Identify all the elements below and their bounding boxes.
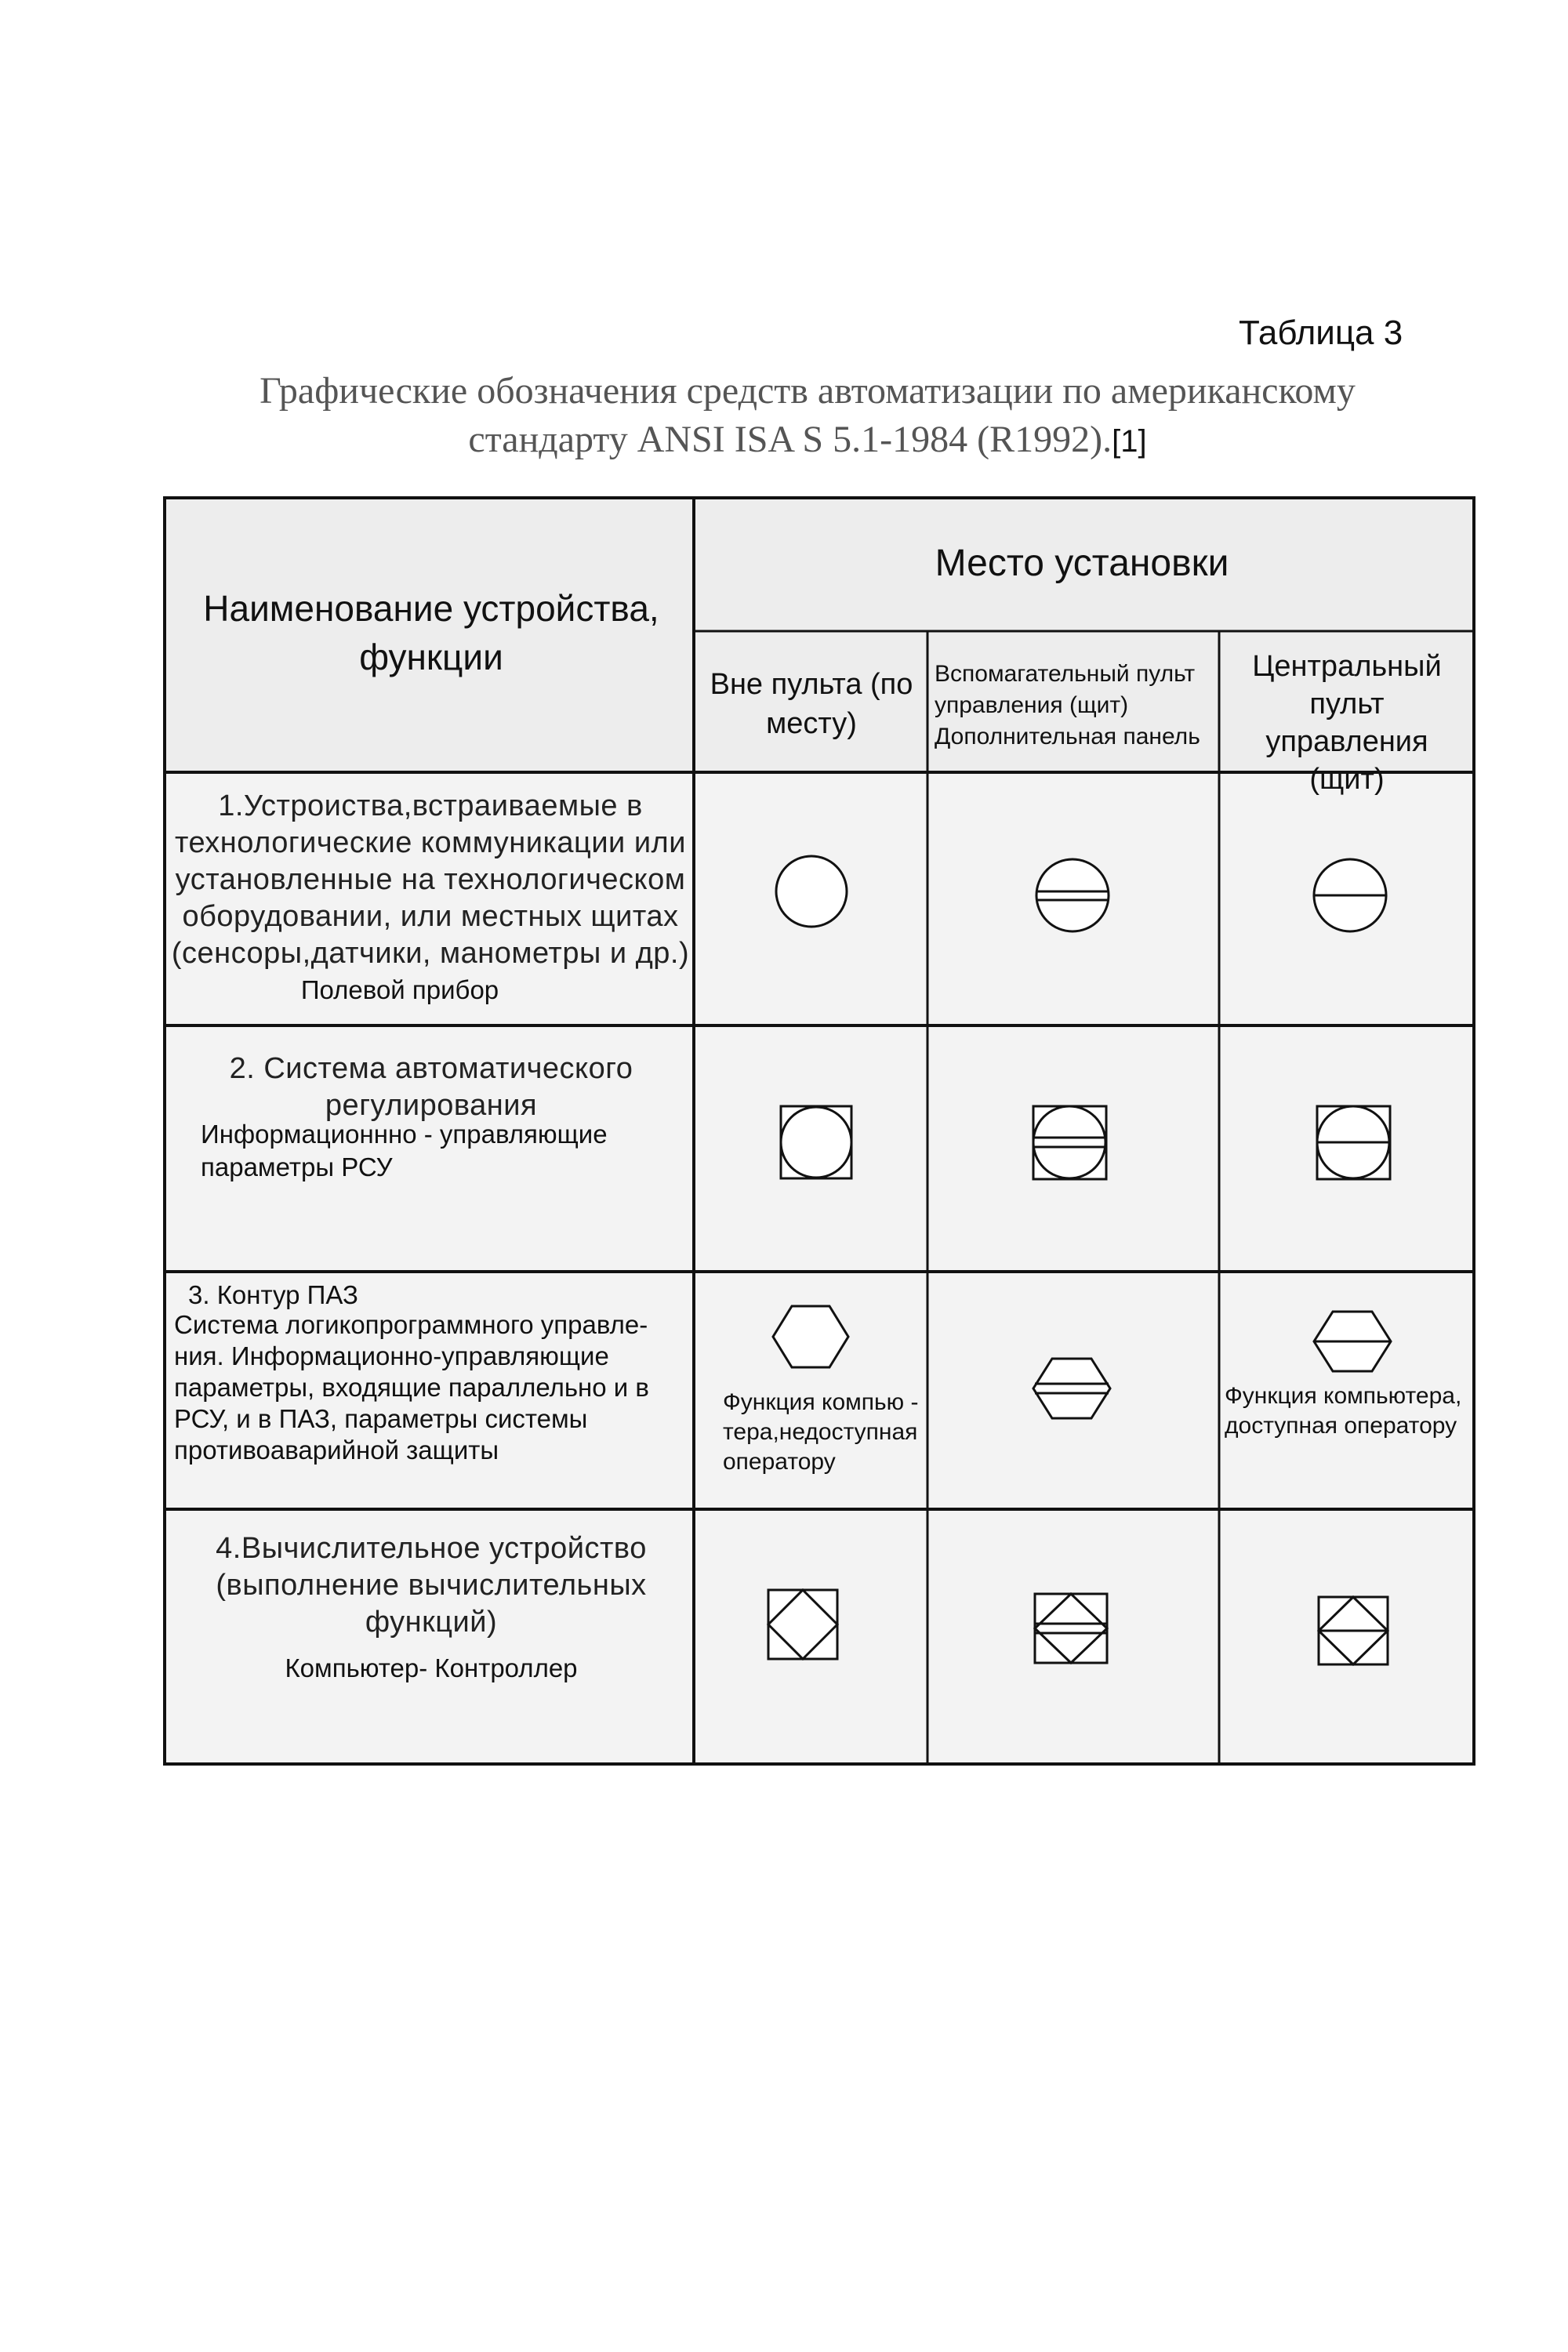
header-column-outside: Вне пульта (по месту) <box>710 668 913 740</box>
symbol-square-circle-single-line <box>1317 1106 1390 1179</box>
header-column-central: Центральный пульт управления (щит) <box>1252 650 1442 796</box>
row-1-subtitle: Полевой прибор <box>300 975 499 1004</box>
header-column-auxiliary: Вспомагательный пульт управления (щит) Дополнительная панель <box>935 661 1200 750</box>
row-2-subtitle: Информационнно - управляющие параметры РСУ <box>201 1120 608 1181</box>
caption-reference: [1] <box>1112 424 1147 459</box>
symbol-square-diamond-double-line <box>1035 1594 1107 1663</box>
header-location-group: Место установки <box>935 543 1229 584</box>
symbol-square-diamond-single-line <box>1319 1597 1388 1664</box>
symbol-square-circle-double-line <box>1033 1106 1106 1179</box>
row-2-title: 2. Система автоматического регулирования <box>229 1052 633 1122</box>
row-3-subtitle: Система логикопрограммного управле- ния. Информационно-управляющие параметры, входящие параллельно и в РСУ, и в ПАЗ, параметры системы противоаварийной защиты <box>174 1310 649 1465</box>
symbol-square-diamond <box>768 1590 837 1659</box>
symbol-circle-double-line <box>1036 859 1109 931</box>
row-3-title: 3. Контур ПАЗ <box>188 1280 358 1309</box>
caption-text: Графические обозначения средств автоматизации по американскому стандарту ANSI ISA S 5.1-1984 (R1992). <box>260 370 1356 460</box>
row-4-subtitle: Компьютер- Контроллер <box>285 1653 578 1682</box>
row-4-title: 4.Вычислительное устройство (выполнение вычислительных функций) <box>216 1532 647 1639</box>
table-number: Таблица 3 <box>1239 314 1403 352</box>
row-3-note-central: Функция компьютера, доступная оператору <box>1225 1383 1462 1439</box>
symbol-square-circle <box>781 1106 851 1178</box>
symbol-circle-single-line <box>1314 859 1386 931</box>
symbol-circle <box>776 856 847 927</box>
row-3-note-outside: Функция компью - тера,недоступная оператору <box>723 1389 919 1475</box>
header-name-column: Наименование устройства, функции <box>203 588 659 677</box>
row-1-title: 1.Устроиства,встраиваемые в технологические коммуникации или установленные на технологическом оборудовании, или местных щитах (сенсоры,датчики, манометры и др.) <box>171 789 690 970</box>
